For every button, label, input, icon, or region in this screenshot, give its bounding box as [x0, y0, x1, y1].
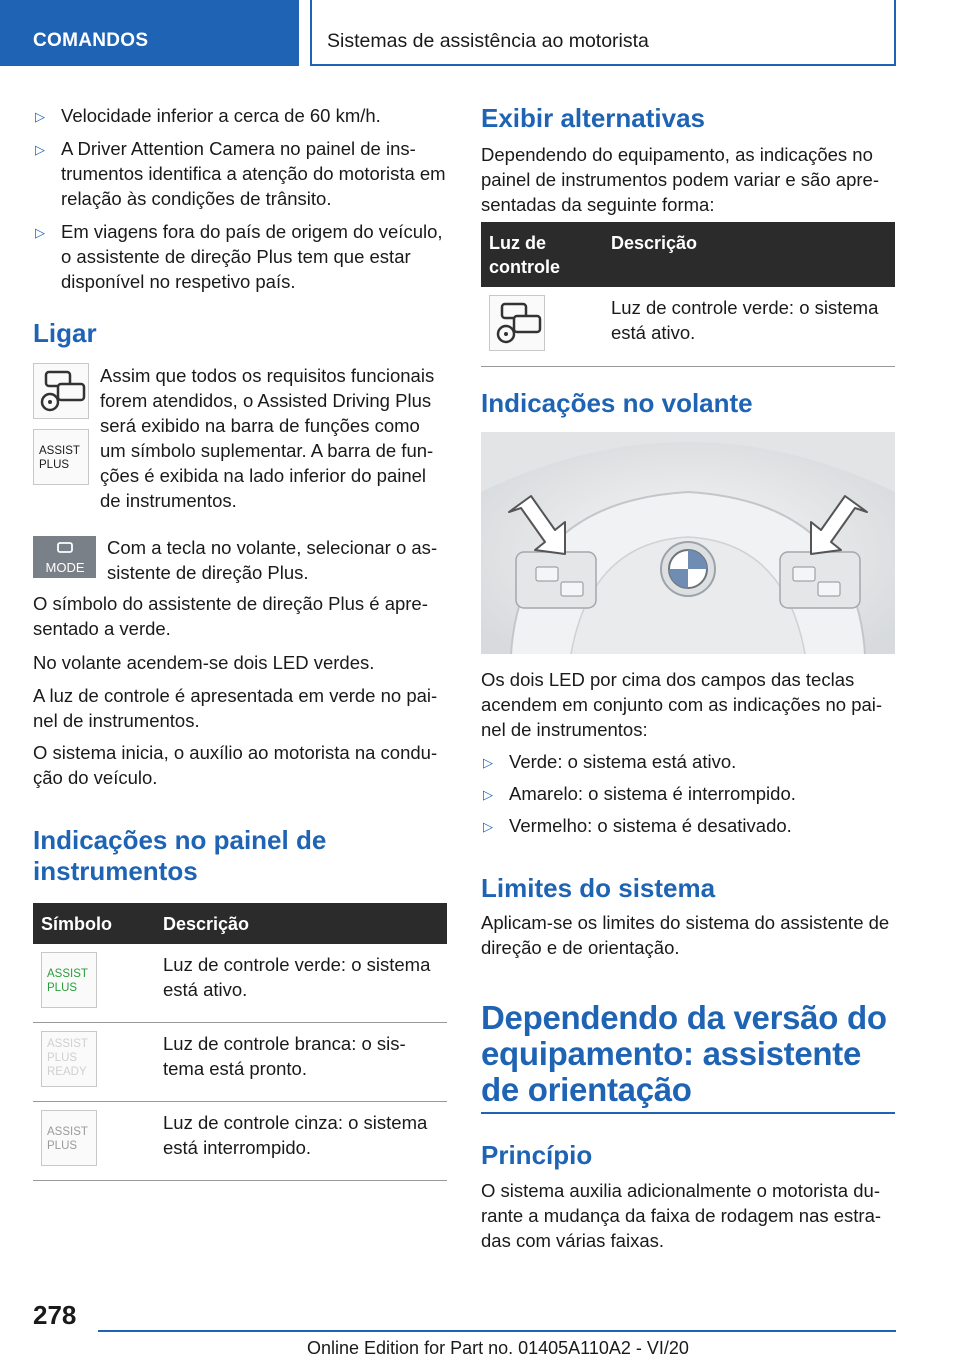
table-row — [481, 287, 895, 367]
paragraph: No volante acendem-se dois LED verdes. — [33, 652, 375, 673]
steering-wheel-image — [481, 432, 895, 654]
list-item: ▷ Em viagens fora do país de origem do veículo, o assistente de direção Plus tem que estar disponível no respetivo país. — [35, 221, 443, 292]
ligar-text: Assim que todos os requisitos funcionais forem atendidos, o Assisted Driving Plus será exibido na barra de funções como um símbolo suplementar. A barra de funções é exibida na lado inferior do painel de instrumentos. — [100, 365, 435, 511]
panel-heading: Indicações no painel de instrumentos — [33, 825, 327, 886]
edition-text: Online Edition for Part no. 01405A110A2 - VI/20 — [307, 1338, 689, 1358]
footer-rule — [98, 1330, 896, 1332]
panel-table-wrap — [33, 903, 447, 1181]
led-color-list — [481, 749, 895, 838]
assist-plus-grey-icon: ASSIST PLUS — [41, 1110, 97, 1166]
paragraph: A luz de controle é apresentada em verde no painel de instrumentos. — [33, 685, 438, 731]
col-description: Descrição — [603, 222, 895, 287]
bullet-triangle-icon: ▷ — [483, 819, 493, 834]
bullet-triangle-icon: ▷ — [483, 787, 493, 802]
limits-heading: Limites do sistema — [481, 873, 716, 903]
assist-plus-icon: ASSIST PLUS — [33, 429, 89, 485]
alternatives-text: Dependendo do equipamento, as indicações no painel de instrumentos podem variar e são apresentadas da seguinte forma: — [481, 144, 879, 215]
list-item: ▷ Velocidade inferior a cerca de 60 km/h. — [33, 103, 447, 128]
heading-rule — [481, 1112, 895, 1114]
section-tab — [0, 0, 299, 66]
svg-text:MODE: MODE — [45, 560, 85, 575]
chapter-title: Sistemas de assistência ao motorista — [327, 30, 649, 52]
wheel-text: Os dois LED por cima dos campos das teclas acendem em conjunto com as indicações no painel de instrumentos: — [481, 669, 883, 740]
alternatives-heading: Exibir alternativas — [481, 103, 705, 133]
table-cell: Luz de controle verde: o sistema está ativo. — [603, 287, 895, 367]
col-symbol: Símbolo — [33, 903, 155, 944]
limits-text: Aplicam-se os limites do sistema do assistente de direção e de orientação. — [481, 912, 890, 958]
chapter-header — [310, 0, 896, 66]
col-description: Descrição — [155, 903, 447, 944]
bullet-triangle-icon: ▷ — [35, 109, 45, 124]
list-item: ▷ Verde: o sistema está ativo. — [481, 749, 895, 774]
mode-button-icon — [33, 536, 96, 578]
mode-text: Com a tecla no volante, selecionar o assistente de direção Plus. — [107, 537, 438, 583]
paragraph: O símbolo do assistente de direção Plus é apresentado a verde. — [33, 593, 428, 639]
assist-plus-ready-icon: ASSIST PLUS READY — [41, 1031, 97, 1087]
assisted-driving-car-icon — [33, 363, 89, 419]
ligar-heading: Ligar — [33, 318, 97, 348]
alt-table — [481, 222, 895, 367]
list-item: ▷ Amarelo: o sistema é interrompido. — [481, 781, 895, 806]
table-row — [33, 944, 447, 1023]
table-row — [33, 1023, 447, 1102]
table-cell: Luz de controle verde: o sistema está ativo. — [155, 944, 447, 1023]
alt-table-wrap — [481, 222, 895, 367]
table-cell: Luz de controle cinza: o sistema está interrompido. — [155, 1102, 447, 1181]
list-item: ▷ Vermelho: o sistema é desativado. — [481, 813, 895, 838]
principle-heading: Princípio — [481, 1140, 593, 1170]
table-cell: Luz de controle branca: o sistema está pronto. — [155, 1023, 447, 1102]
bullet-triangle-icon: ▷ — [483, 755, 493, 770]
section-heading: Dependendo da versão do equipamento: assistente de orientação — [481, 999, 887, 1108]
paragraph: O sistema inicia, o auxílio ao motorista na condução do veículo. — [33, 742, 438, 788]
list-item: ▷ A Driver Attention Camera no painel de instrumentos identifica a atenção do motorista em relação às condições de trânsito. — [35, 138, 446, 209]
bullet-triangle-icon: ▷ — [35, 225, 45, 240]
assisted-driving-car-icon — [489, 295, 545, 351]
bullet-triangle-icon: ▷ — [35, 142, 45, 157]
page-number: 278 — [33, 1300, 77, 1330]
wheel-heading: Indicações no volante — [481, 388, 753, 418]
panel-table — [33, 903, 447, 1181]
principle-text: O sistema auxilia adicionalmente o motorista durante a mudança da faixa de rodagem nas estradas com várias faixas. — [481, 1180, 882, 1251]
requirements-list — [33, 103, 447, 294]
section-title: COMANDOS — [33, 30, 149, 51]
table-row — [33, 1102, 447, 1181]
col-control-light: Luz de controle — [481, 222, 603, 287]
assist-plus-green-icon: ASSIST PLUS — [41, 952, 97, 1008]
